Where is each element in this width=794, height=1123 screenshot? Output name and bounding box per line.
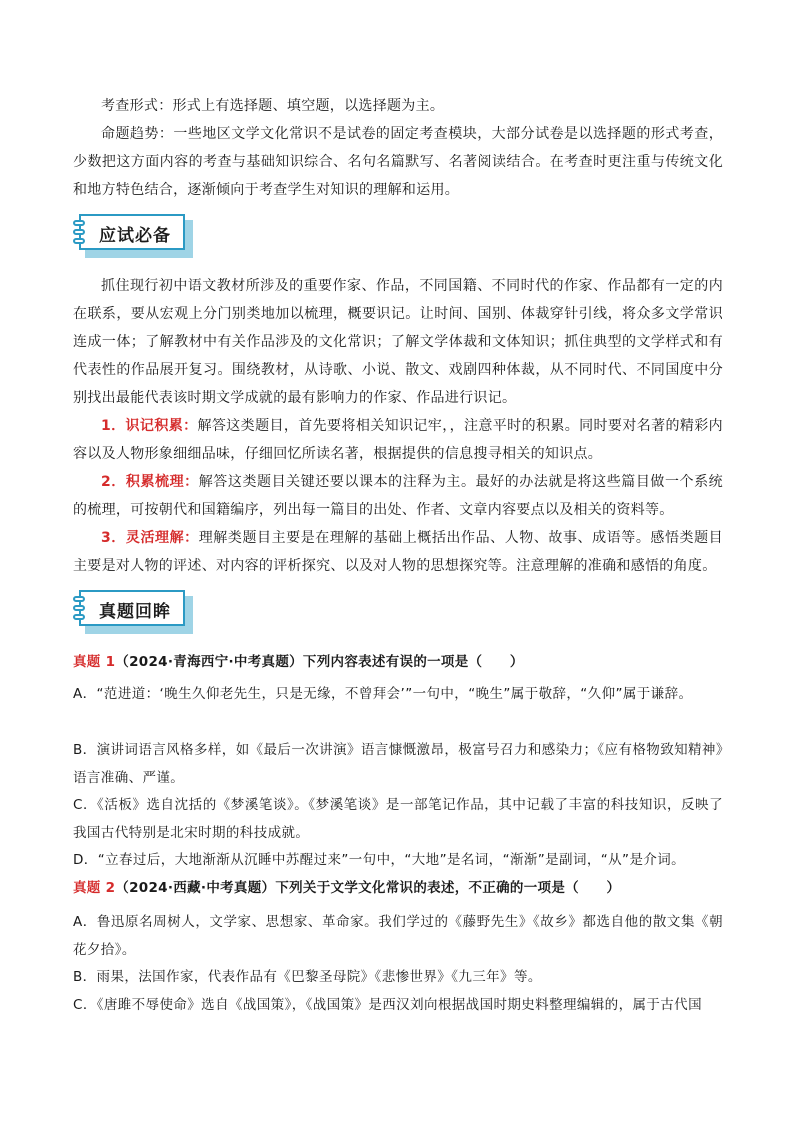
binder-ring-icon (73, 605, 85, 611)
point-memorize (73, 412, 723, 468)
binder-ring-icon (73, 614, 85, 620)
question-2-option-c: C．《唐雎不辱使命》选自《战国策》，《战国策》是西汉刘向根据战国时期史料整理编辑的，属于古代国 (73, 997, 702, 1013)
section-banner-past-exams (79, 590, 193, 634)
binder-ring-icon (73, 229, 85, 235)
binder-ring-icon (73, 220, 85, 226)
question-1-option-a: A．“范进道：‘晚生久仰老先生，只是无缘，不曾拜会’”一句中，“晚生”属于敬辞，“久仰”属于谦辞。 (73, 686, 693, 702)
question-tag: 真题 2 (73, 880, 116, 896)
point-understand (73, 524, 723, 580)
exam-format-line: 考查形式：形式上有选择题、填空题，以选择题为主。 (101, 98, 445, 114)
exam-trend-paragraph: 命题趋势：一些地区文学文化常识不是试卷的固定考查模块，大部分试卷是以选择题的形式考查，少数把这方面内容的考查与基础知识综合、名句名篇默写、名著阅读结合。在考查时更注重与传统文化和地方特色结合，逐渐倾向于考查学生对知识的理解和运用。 (73, 126, 723, 198)
question-1-title (73, 648, 723, 676)
section-title: 应试必备 (99, 226, 171, 246)
question-2-title (73, 874, 723, 902)
question-stem: （2024·青海西宁·中考真题）下列内容表述有误的一项是（ ） (115, 654, 524, 670)
preparation-paragraph: 抓住现行初中语文教材所涉及的重要作家、作品，不同国籍、不同时代的作家、作品都有一定的内在联系，要从宏观上分门别类地加以梳理，概要识记。让时间、国别、体裁穿针引线，将众多文学常识连成一体；了解教材中有关作品涉及的文化常识；了解文学体裁和文体知识；抓住典型的文学样式和有代表性的作品展开复习。围绕教材，从诗歌、小说、散文、戏剧四种体裁，从不同时代、不同国度中分别找出最能代表该时期文学成就的最有影响力的作家、作品进行识记。 (73, 278, 723, 406)
point-text: 解答这类题目，首先要将相关知识记牢，，注意平时的积累。同时要对名著的精彩内容以及人物形象细细品味，仔细回忆所读名著，根据提供的信息搜寻相关的知识点。 (73, 418, 723, 462)
point-label: 1．识记积累： (101, 418, 198, 434)
section-title: 真题回眸 (99, 602, 171, 622)
point-organize (73, 468, 723, 524)
question-tag: 真题 1 (73, 654, 116, 670)
point-label: 2．积累梳理： (101, 474, 199, 490)
point-text: 理解类题目主要是在理解的基础上概括出作品、人物、故事、成语等。感悟类题目主要是对人物的评述、对内容的评析探究、以及对人物的思想探究等。注意理解的准确和感悟的角度。 (73, 530, 723, 574)
question-2-option-b: B．雨果，法国作家，代表作品有《巴黎圣母院》《悲惨世界》《九三年》等。 (73, 969, 542, 985)
section-banner-preparation (79, 214, 193, 258)
question-stem: （2024·西藏·中考真题）下列关于文学文化常识的表述，不正确的一项是（ ） (115, 880, 621, 896)
question-1-option-c: C．《活板》选自沈括的《梦溪笔谈》。《梦溪笔谈》是一部笔记作品，其中记载了丰富的科技知识，反映了我国古代特别是北宋时期的科技成就。 (73, 797, 723, 841)
question-1-option-d: D．“立春过后，大地渐渐从沉睡中苏醒过来”一句中，“大地”是名词，“渐渐”是副词，“从”是介词。 (73, 852, 686, 868)
point-label: 3．灵活理解： (101, 530, 199, 546)
binder-ring-icon (73, 596, 85, 602)
binder-ring-icon (73, 238, 85, 244)
point-text: 解答这类题目关键还要以课本的注释为主。最好的办法就是将这些篇目做一个系统的梳理，可按朝代和国籍编序，列出每一篇目的出处、作者、文章内容要点以及相关的资料等。 (73, 474, 723, 518)
question-2-option-a: A．鲁迅原名周树人，文学家、思想家、革命家。我们学过的《藤野先生》《故乡》都选自他的散文集《朝花夕拾》。 (73, 914, 723, 958)
question-1-option-b: B．演讲词语言风格多样，如《最后一次讲演》语言慷慨激昂，极富号召力和感染力；《应有格物致知精神》语言准确、严谨。 (73, 742, 723, 786)
